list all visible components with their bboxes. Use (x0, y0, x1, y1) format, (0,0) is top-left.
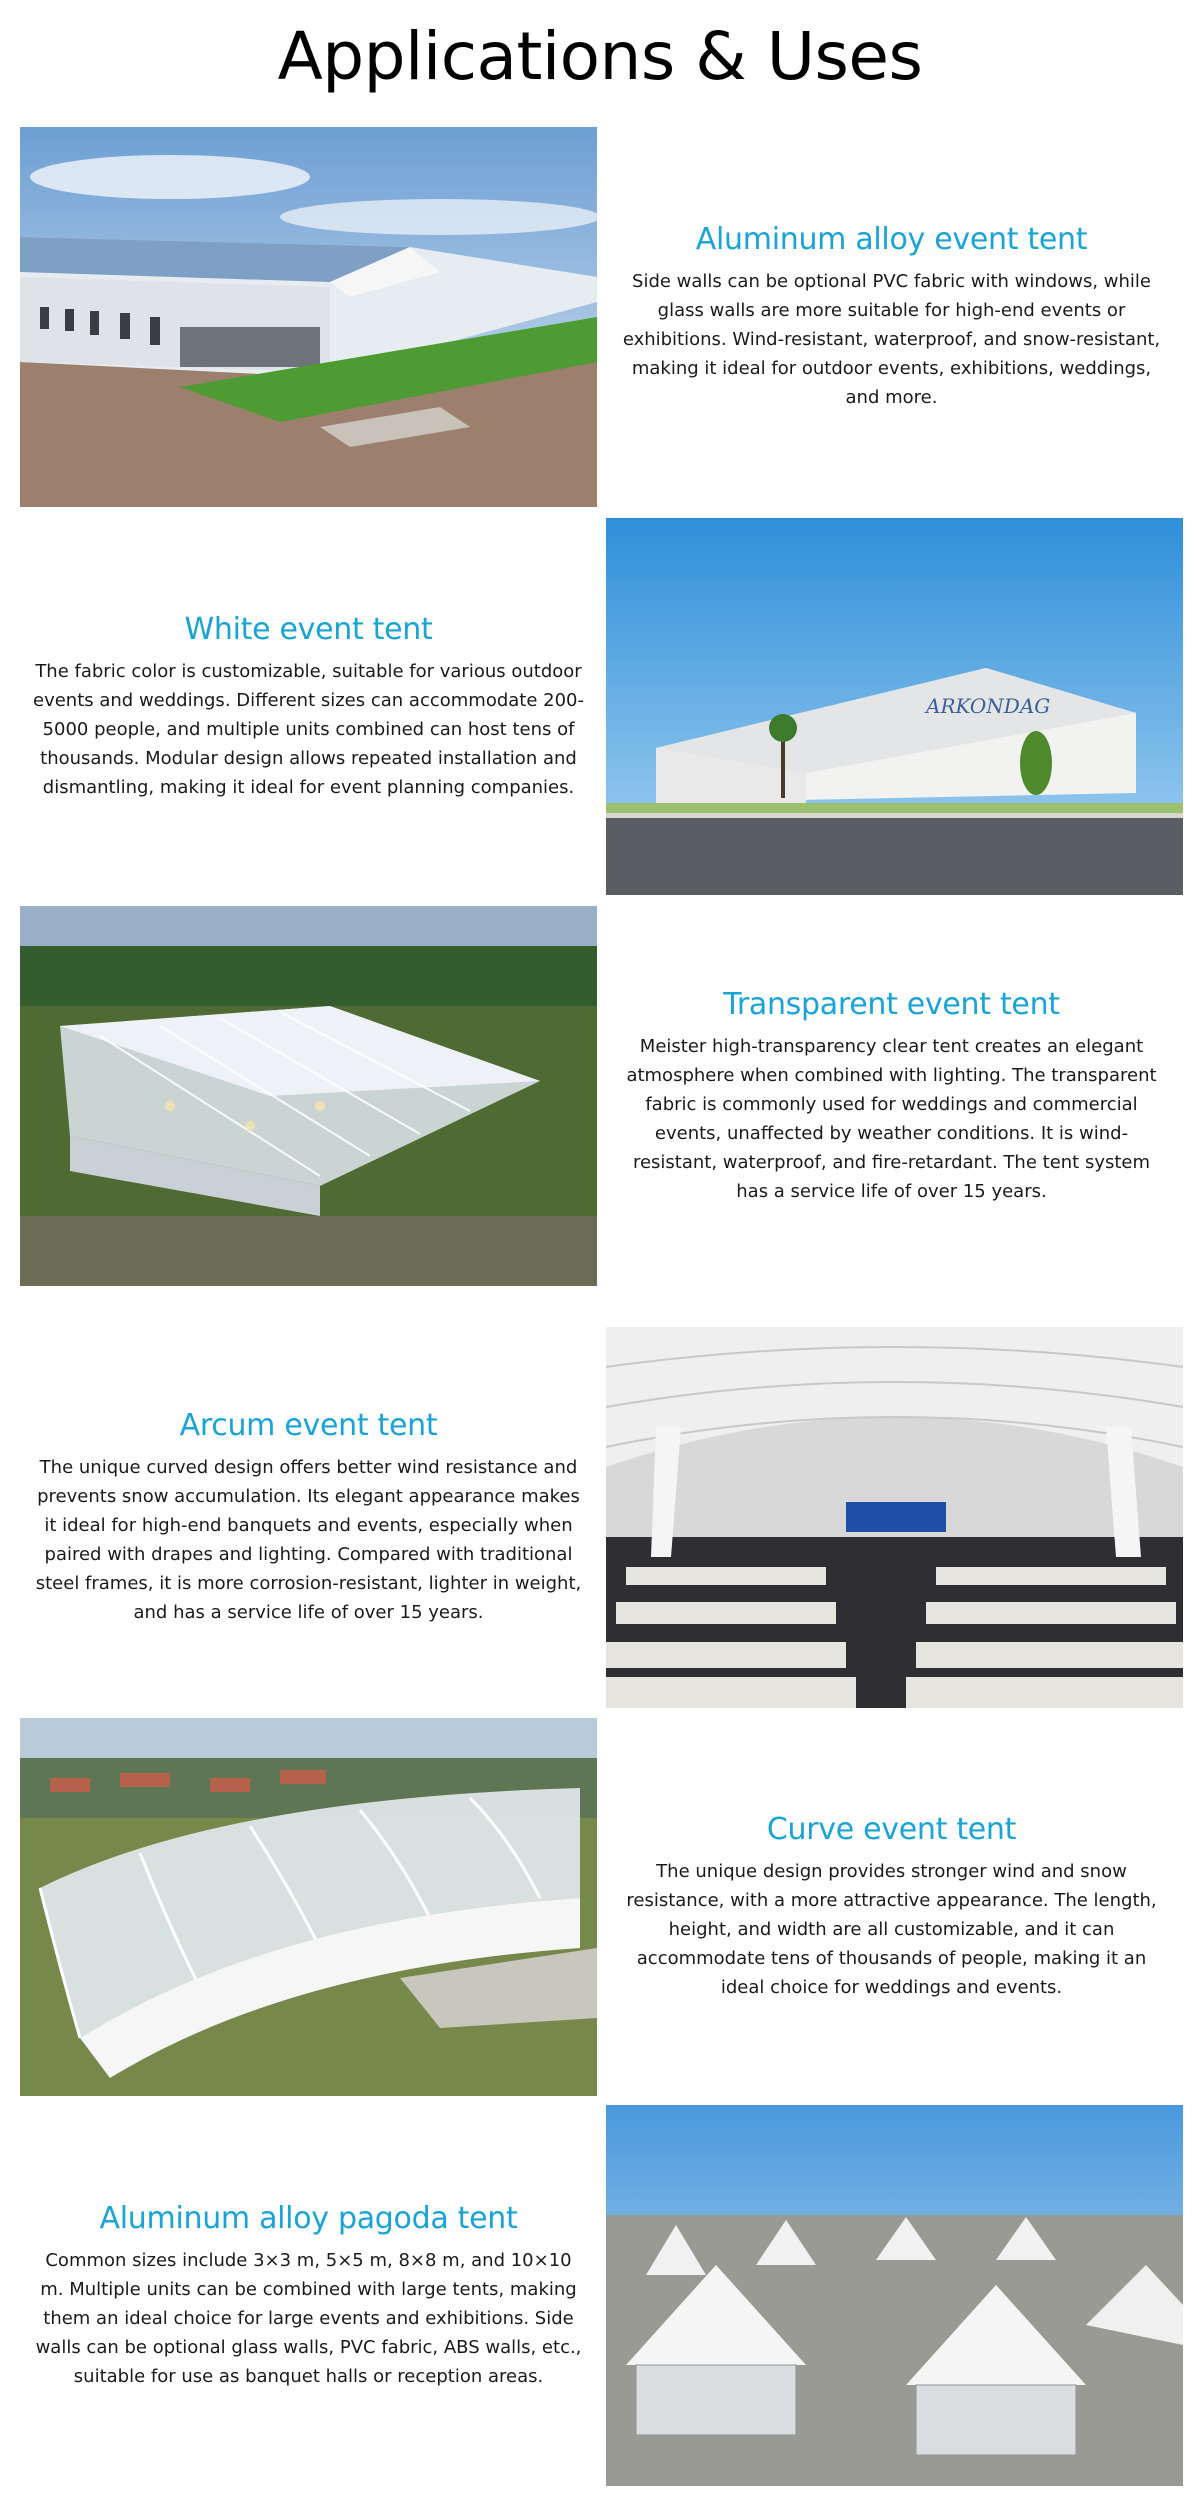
white-event-tent-image (606, 518, 1183, 895)
pagoda-tent-image (606, 2105, 1183, 2486)
arcum-tent-interior-image (606, 1327, 1183, 1708)
section-title: Transparent event tent (723, 986, 1060, 1022)
section-description: The unique curved design offers better wind resistance and prevents snow accumulation. Its elegant appearance makes it ideal for high-end banquets and events, especially when paired with drapes and lighting. Compared with traditional steel frames, it is more corrosion-resistant, lighter in weight, and has a service life of over 15 years. (35, 1457, 582, 1623)
pagoda-tent-text (20, 2105, 597, 2486)
transparent-tent-text (603, 906, 1180, 1286)
section-description: Common sizes include 3×3 m, 5×5 m, 8×8 m, and 10×10 m. Multiple units can be combined with large tents, making them an ideal choice for large events and exhibitions. Side walls can be optional glass walls, PVC fabric, ABS walls, etc., suitable for use as banquet halls or reception areas. (35, 2249, 582, 2387)
section-title: Curve event tent (766, 1812, 1017, 1847)
section-title: Arcum event tent (179, 1408, 438, 1443)
section-description: The unique design provides stronger wind and snow resistance, with a more attractive appearance. The length, height, and width are all customizable, and it can accommodate tens of thousands of people, making it an ideal choice for weddings and events. (626, 1861, 1157, 1998)
section-title: Aluminum alloy event tent (695, 222, 1088, 257)
section-description: Side walls can be optional PVC fabric with windows, while glass walls are more suitable for high-end events or exhibitions. Wind-resistant, waterproof, and snow-resistant, making it ideal for outdoor events, exhibitions, weddings, and more. (622, 271, 1161, 408)
section-description: Meister high-transparency clear tent creates an elegant atmosphere when combined with lighting. The transparent fabric is commonly used for weddings and commercial events, unaffected by weather conditions. It is wind-resistant, waterproof, and fire-retardant. The tent system has a service life of over 15 years. (626, 1035, 1157, 1202)
section-title: Aluminum alloy pagoda tent (99, 2200, 518, 2236)
aluminum-alloy-tent-text (603, 127, 1180, 507)
curve-tent-image (20, 1718, 597, 2096)
section-description: The fabric color is customizable, suitable for various outdoor events and weddings. Different sizes can accommodate 200-5000 people, and multiple units combined can host tens of thousands. Modular design allows repeated installation and dismantling, making it ideal for event planning companies. (33, 660, 584, 798)
svg-text:ARKONDAG: ARKONDAG (926, 694, 1051, 718)
curve-tent-text (603, 1718, 1180, 2096)
page-title: Applications & Uses (277, 18, 923, 95)
aluminum-alloy-tent-image (20, 127, 597, 507)
transparent-tent-image (20, 906, 597, 1286)
section-title: White event tent (184, 611, 433, 647)
white-event-tent-text (20, 518, 597, 895)
arcum-tent-text (20, 1327, 597, 1708)
